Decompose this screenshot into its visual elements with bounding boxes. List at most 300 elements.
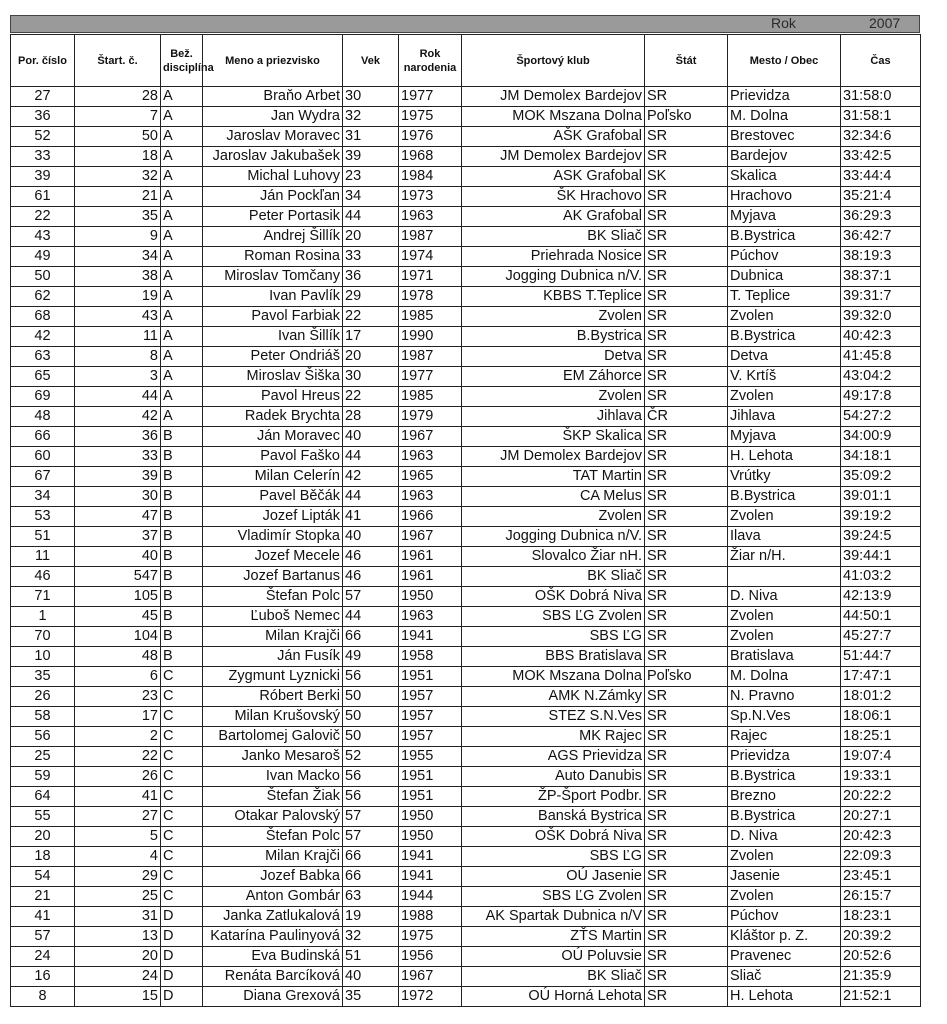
discipline-cell: A — [161, 207, 203, 227]
time-cell: 20:42:3 — [841, 827, 921, 847]
country-cell: SR — [645, 947, 728, 967]
town-cell: B.Bystrica — [728, 487, 841, 507]
time-cell: 51:44:7 — [841, 647, 921, 667]
column-header-age: Vek — [343, 35, 399, 87]
table-row — [11, 267, 921, 287]
age-cell: 30 — [343, 87, 399, 107]
start-number-cell: 42 — [75, 407, 161, 427]
order-cell: 27 — [11, 87, 75, 107]
country-cell: SR — [645, 327, 728, 347]
birth-year-cell: 1961 — [399, 547, 462, 567]
time-cell: 34:18:1 — [841, 447, 921, 467]
club-cell: OÚ Horná Lehota — [462, 987, 645, 1007]
start-number-cell: 17 — [75, 707, 161, 727]
birth-year-cell: 1957 — [399, 707, 462, 727]
town-cell: Dubnica — [728, 267, 841, 287]
column-header-birth-year: Rok narodenia — [399, 35, 462, 87]
club-cell: MOK Mszana Dolna — [462, 107, 645, 127]
birth-year-cell: 1967 — [399, 967, 462, 987]
name-cell: Jozef Mecele — [203, 547, 343, 567]
birth-year-cell: 1990 — [399, 327, 462, 347]
time-cell: 31:58:0 — [841, 87, 921, 107]
time-cell: 38:19:3 — [841, 247, 921, 267]
time-cell: 35:21:4 — [841, 187, 921, 207]
time-cell: 33:44:4 — [841, 167, 921, 187]
town-cell: Prievidza — [728, 87, 841, 107]
club-cell: Banská Bystrica — [462, 807, 645, 827]
time-cell: 39:24:5 — [841, 527, 921, 547]
order-cell: 56 — [11, 727, 75, 747]
country-cell: Poľsko — [645, 107, 728, 127]
club-cell: AK Spartak Dubnica n/V — [462, 907, 645, 927]
name-cell: Diana Grexová — [203, 987, 343, 1007]
table-row — [11, 787, 921, 807]
age-cell: 50 — [343, 687, 399, 707]
birth-year-cell: 1974 — [399, 247, 462, 267]
name-cell: Renáta Barcíková — [203, 967, 343, 987]
time-cell: 44:50:1 — [841, 607, 921, 627]
name-cell: Katarína Paulinyová — [203, 927, 343, 947]
name-cell: Štefan Polc — [203, 827, 343, 847]
table-row — [11, 627, 921, 647]
town-cell: Hrachovo — [728, 187, 841, 207]
club-cell: AK Grafobal — [462, 207, 645, 227]
birth-year-cell: 1968 — [399, 147, 462, 167]
time-cell: 18:25:1 — [841, 727, 921, 747]
order-cell: 21 — [11, 887, 75, 907]
club-cell: SBS ĽG — [462, 847, 645, 867]
table-row — [11, 407, 921, 427]
start-number-cell: 22 — [75, 747, 161, 767]
town-cell: Púchov — [728, 907, 841, 927]
table-row — [11, 987, 921, 1007]
time-cell: 18:01:2 — [841, 687, 921, 707]
start-number-cell: 4 — [75, 847, 161, 867]
town-cell: T. Teplice — [728, 287, 841, 307]
birth-year-cell: 1957 — [399, 727, 462, 747]
birth-year-cell: 1963 — [399, 207, 462, 227]
birth-year-cell: 1958 — [399, 647, 462, 667]
discipline-cell: B — [161, 487, 203, 507]
results-table — [10, 34, 921, 1007]
birth-year-cell: 1977 — [399, 367, 462, 387]
discipline-cell: A — [161, 407, 203, 427]
discipline-cell: B — [161, 587, 203, 607]
name-cell: Braňo Arbet — [203, 87, 343, 107]
table-row — [11, 607, 921, 627]
name-cell: Róbert Berki — [203, 687, 343, 707]
country-cell: SR — [645, 227, 728, 247]
start-number-cell: 28 — [75, 87, 161, 107]
age-cell: 31 — [343, 127, 399, 147]
start-number-cell: 37 — [75, 527, 161, 547]
birth-year-cell: 1985 — [399, 387, 462, 407]
age-cell: 42 — [343, 467, 399, 487]
age-cell: 49 — [343, 647, 399, 667]
country-cell: SR — [645, 887, 728, 907]
table-row — [11, 307, 921, 327]
name-cell: Pavol Hreus — [203, 387, 343, 407]
order-cell: 60 — [11, 447, 75, 467]
town-cell: Brestovec — [728, 127, 841, 147]
town-cell: V. Krtíš — [728, 367, 841, 387]
order-cell: 1 — [11, 607, 75, 627]
name-cell: Pavol Farbiak — [203, 307, 343, 327]
birth-year-cell: 1944 — [399, 887, 462, 907]
age-cell: 28 — [343, 407, 399, 427]
club-cell: OÚ Jasenie — [462, 867, 645, 887]
birth-year-cell: 1951 — [399, 787, 462, 807]
discipline-cell: A — [161, 267, 203, 287]
country-cell: SR — [645, 847, 728, 867]
age-cell: 66 — [343, 847, 399, 867]
header-row — [11, 35, 921, 87]
order-cell: 61 — [11, 187, 75, 207]
birth-year-cell: 1941 — [399, 867, 462, 887]
club-cell: ŠK Hrachovo — [462, 187, 645, 207]
order-cell: 11 — [11, 547, 75, 567]
country-cell: SR — [645, 647, 728, 667]
start-number-cell: 3 — [75, 367, 161, 387]
club-cell: MK Rajec — [462, 727, 645, 747]
club-cell: OŠK Dobrá Niva — [462, 827, 645, 847]
start-number-cell: 47 — [75, 507, 161, 527]
start-number-cell: 23 — [75, 687, 161, 707]
age-cell: 52 — [343, 747, 399, 767]
name-cell: Jozef Lipták — [203, 507, 343, 527]
time-cell: 20:27:1 — [841, 807, 921, 827]
start-number-cell: 9 — [75, 227, 161, 247]
town-cell: B.Bystrica — [728, 327, 841, 347]
country-cell: SR — [645, 547, 728, 567]
town-cell: Jihlava — [728, 407, 841, 427]
order-cell: 33 — [11, 147, 75, 167]
start-number-cell: 8 — [75, 347, 161, 367]
town-cell: Ilava — [728, 527, 841, 547]
birth-year-cell: 1950 — [399, 807, 462, 827]
order-cell: 69 — [11, 387, 75, 407]
table-row — [11, 427, 921, 447]
order-cell: 26 — [11, 687, 75, 707]
year-label: Rok — [771, 15, 796, 31]
name-cell: Milan Krušovský — [203, 707, 343, 727]
table-row — [11, 747, 921, 767]
order-cell: 22 — [11, 207, 75, 227]
birth-year-cell: 1987 — [399, 227, 462, 247]
discipline-cell: C — [161, 847, 203, 867]
club-cell: AŠK Grafobal — [462, 127, 645, 147]
age-cell: 56 — [343, 767, 399, 787]
start-number-cell: 7 — [75, 107, 161, 127]
name-cell: Milan Celerín — [203, 467, 343, 487]
club-cell: Jihlava — [462, 407, 645, 427]
age-cell: 44 — [343, 447, 399, 467]
table-row — [11, 207, 921, 227]
age-cell: 46 — [343, 547, 399, 567]
table-row — [11, 947, 921, 967]
start-number-cell: 547 — [75, 567, 161, 587]
name-cell: Peter Ondriáš — [203, 347, 343, 367]
club-cell: STEZ S.N.Ves — [462, 707, 645, 727]
country-cell: SR — [645, 967, 728, 987]
column-header-start-number: Štart. č. — [75, 35, 161, 87]
time-cell: 39:32:0 — [841, 307, 921, 327]
birth-year-cell: 1976 — [399, 127, 462, 147]
birth-year-cell: 1965 — [399, 467, 462, 487]
order-cell: 57 — [11, 927, 75, 947]
discipline-cell: A — [161, 387, 203, 407]
country-cell: SR — [645, 487, 728, 507]
town-cell: H. Lehota — [728, 447, 841, 467]
table-row — [11, 547, 921, 567]
time-cell: 45:27:7 — [841, 627, 921, 647]
time-cell: 21:52:1 — [841, 987, 921, 1007]
discipline-cell: A — [161, 127, 203, 147]
discipline-cell: C — [161, 867, 203, 887]
order-cell: 41 — [11, 907, 75, 927]
discipline-cell: B — [161, 647, 203, 667]
town-cell: Bratislava — [728, 647, 841, 667]
table-row — [11, 687, 921, 707]
table-row — [11, 187, 921, 207]
start-number-cell: 45 — [75, 607, 161, 627]
table-row — [11, 907, 921, 927]
time-cell: 35:09:2 — [841, 467, 921, 487]
birth-year-cell: 1951 — [399, 767, 462, 787]
country-cell: SR — [645, 247, 728, 267]
table-row — [11, 387, 921, 407]
time-cell: 23:45:1 — [841, 867, 921, 887]
discipline-cell: B — [161, 567, 203, 587]
town-cell: Prievidza — [728, 747, 841, 767]
column-header-town: Mesto / Obec — [728, 35, 841, 87]
club-cell: B.Bystrica — [462, 327, 645, 347]
time-cell: 20:39:2 — [841, 927, 921, 947]
country-cell: SR — [645, 727, 728, 747]
discipline-cell: C — [161, 767, 203, 787]
column-header-name: Meno a priezvisko — [203, 35, 343, 87]
club-cell: OÚ Poluvsie — [462, 947, 645, 967]
time-cell: 39:01:1 — [841, 487, 921, 507]
table-row — [11, 327, 921, 347]
age-cell: 50 — [343, 727, 399, 747]
birth-year-cell: 1950 — [399, 827, 462, 847]
birth-year-cell: 1941 — [399, 847, 462, 867]
town-cell: Myjava — [728, 207, 841, 227]
country-cell: SR — [645, 127, 728, 147]
discipline-cell: A — [161, 147, 203, 167]
year-value: 2007 — [869, 15, 901, 31]
table-row — [11, 107, 921, 127]
time-cell: 18:06:1 — [841, 707, 921, 727]
club-cell: TAT Martin — [462, 467, 645, 487]
table-row — [11, 587, 921, 607]
start-number-cell: 32 — [75, 167, 161, 187]
table-row — [11, 727, 921, 747]
country-cell: SR — [645, 87, 728, 107]
table-row — [11, 827, 921, 847]
time-cell: 19:07:4 — [841, 747, 921, 767]
name-cell: Štefan Žiak — [203, 787, 343, 807]
name-cell: Peter Portasik — [203, 207, 343, 227]
birth-year-cell: 1977 — [399, 87, 462, 107]
name-cell: Roman Rosina — [203, 247, 343, 267]
start-number-cell: 104 — [75, 627, 161, 647]
town-cell: Vrútky — [728, 467, 841, 487]
order-cell: 52 — [11, 127, 75, 147]
name-cell: Eva Budinská — [203, 947, 343, 967]
order-cell: 54 — [11, 867, 75, 887]
start-number-cell: 19 — [75, 287, 161, 307]
order-cell: 34 — [11, 487, 75, 507]
name-cell: Michal Luhovy — [203, 167, 343, 187]
age-cell: 20 — [343, 227, 399, 247]
name-cell: Miroslav Šiška — [203, 367, 343, 387]
start-number-cell: 38 — [75, 267, 161, 287]
order-cell: 51 — [11, 527, 75, 547]
birth-year-cell: 1987 — [399, 347, 462, 367]
club-cell: MOK Mszana Dolna — [462, 667, 645, 687]
town-cell: M. Dolna — [728, 107, 841, 127]
age-cell: 29 — [343, 287, 399, 307]
table-row — [11, 667, 921, 687]
birth-year-cell: 1955 — [399, 747, 462, 767]
table-row — [11, 467, 921, 487]
club-cell: Jogging Dubnica n/V. — [462, 267, 645, 287]
age-cell: 46 — [343, 567, 399, 587]
age-cell: 30 — [343, 367, 399, 387]
table-row — [11, 507, 921, 527]
country-cell: SR — [645, 987, 728, 1007]
table-row — [11, 227, 921, 247]
name-cell: Ján Pockľan — [203, 187, 343, 207]
club-cell: JM Demolex Bardejov — [462, 87, 645, 107]
name-cell: Anton Gombár — [203, 887, 343, 907]
time-cell: 32:34:6 — [841, 127, 921, 147]
country-cell: SR — [645, 827, 728, 847]
time-cell: 26:15:7 — [841, 887, 921, 907]
club-cell: JM Demolex Bardejov — [462, 147, 645, 167]
order-cell: 43 — [11, 227, 75, 247]
town-cell: Skalica — [728, 167, 841, 187]
start-number-cell: 35 — [75, 207, 161, 227]
age-cell: 33 — [343, 247, 399, 267]
start-number-cell: 34 — [75, 247, 161, 267]
country-cell: SR — [645, 447, 728, 467]
club-cell: Zvolen — [462, 387, 645, 407]
birth-year-cell: 1973 — [399, 187, 462, 207]
club-cell: BK Sliač — [462, 227, 645, 247]
country-cell: SR — [645, 687, 728, 707]
town-cell: B.Bystrica — [728, 227, 841, 247]
age-cell: 57 — [343, 827, 399, 847]
age-cell: 32 — [343, 927, 399, 947]
name-cell: Janka Zatlukalová — [203, 907, 343, 927]
name-cell: Andrej Šillík — [203, 227, 343, 247]
table-row — [11, 527, 921, 547]
club-cell: SBS ĽG Zvolen — [462, 607, 645, 627]
discipline-cell: A — [161, 187, 203, 207]
country-cell: SR — [645, 627, 728, 647]
birth-year-cell: 1988 — [399, 907, 462, 927]
table-row — [11, 647, 921, 667]
table-row — [11, 447, 921, 467]
start-number-cell: 26 — [75, 767, 161, 787]
age-cell: 66 — [343, 867, 399, 887]
town-cell: Zvolen — [728, 507, 841, 527]
birth-year-cell: 1979 — [399, 407, 462, 427]
table-row — [11, 167, 921, 187]
time-cell: 41:45:8 — [841, 347, 921, 367]
time-cell: 34:00:9 — [841, 427, 921, 447]
discipline-cell: C — [161, 827, 203, 847]
age-cell: 44 — [343, 207, 399, 227]
order-cell: 66 — [11, 427, 75, 447]
time-cell: 33:42:5 — [841, 147, 921, 167]
name-cell: Štefan Polc — [203, 587, 343, 607]
age-cell: 66 — [343, 627, 399, 647]
name-cell: Jaroslav Moravec — [203, 127, 343, 147]
start-number-cell: 36 — [75, 427, 161, 447]
age-cell: 34 — [343, 187, 399, 207]
table-row — [11, 287, 921, 307]
club-cell: Zvolen — [462, 307, 645, 327]
order-cell: 16 — [11, 967, 75, 987]
start-number-cell: 41 — [75, 787, 161, 807]
country-cell: SR — [645, 767, 728, 787]
birth-year-cell: 1963 — [399, 487, 462, 507]
country-cell: SR — [645, 907, 728, 927]
order-cell: 50 — [11, 267, 75, 287]
start-number-cell: 30 — [75, 487, 161, 507]
discipline-cell: C — [161, 807, 203, 827]
country-cell: SR — [645, 747, 728, 767]
age-cell: 32 — [343, 107, 399, 127]
start-number-cell: 33 — [75, 447, 161, 467]
time-cell: 21:35:9 — [841, 967, 921, 987]
table-row — [11, 767, 921, 787]
time-cell: 31:58:1 — [841, 107, 921, 127]
club-cell: AMK N.Zámky — [462, 687, 645, 707]
club-cell: Jogging Dubnica n/V. — [462, 527, 645, 547]
birth-year-cell: 1975 — [399, 927, 462, 947]
age-cell: 39 — [343, 147, 399, 167]
country-cell: SR — [645, 267, 728, 287]
club-cell: EM Záhorce — [462, 367, 645, 387]
town-cell — [728, 567, 841, 587]
town-cell: Brezno — [728, 787, 841, 807]
order-cell: 68 — [11, 307, 75, 327]
birth-year-cell: 1963 — [399, 447, 462, 467]
time-cell: 20:52:6 — [841, 947, 921, 967]
birth-year-cell: 1941 — [399, 627, 462, 647]
discipline-cell: A — [161, 347, 203, 367]
discipline-cell: C — [161, 667, 203, 687]
club-cell: SBS ĽG Zvolen — [462, 887, 645, 907]
table-row — [11, 807, 921, 827]
name-cell: Jozef Babka — [203, 867, 343, 887]
club-cell: ŠKP Skalica — [462, 427, 645, 447]
club-cell: AGS Prievidza — [462, 747, 645, 767]
table-row — [11, 887, 921, 907]
table-row — [11, 127, 921, 147]
age-cell: 56 — [343, 787, 399, 807]
birth-year-cell: 1966 — [399, 507, 462, 527]
discipline-cell: A — [161, 107, 203, 127]
birth-year-cell: 1963 — [399, 607, 462, 627]
country-cell: SR — [645, 367, 728, 387]
town-cell: Kláštor p. Z. — [728, 927, 841, 947]
